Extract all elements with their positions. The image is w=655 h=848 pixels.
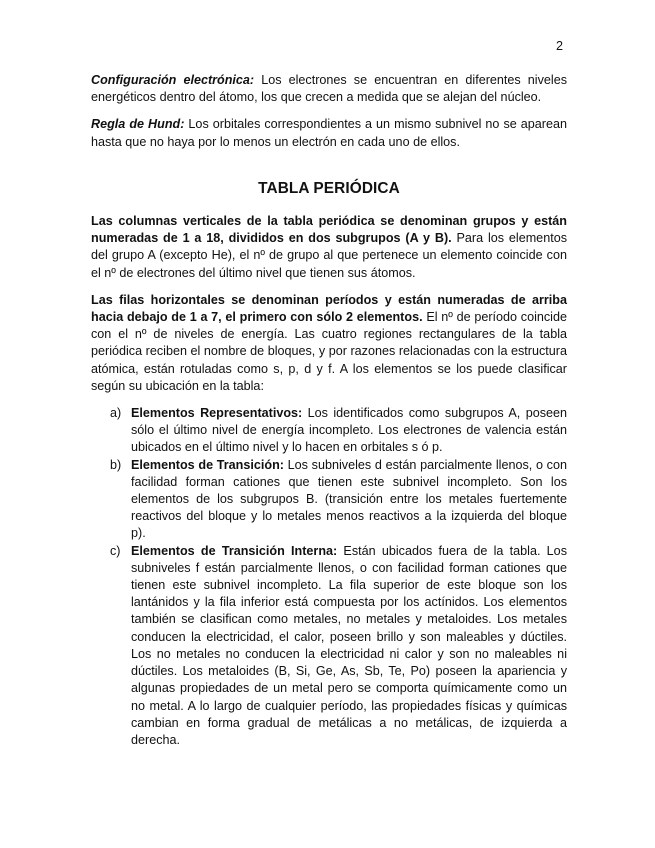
list-item-text: Están ubicados fuera de la tabla. Los subniveles f están parcialmente llenos, o con facilidad forman cationes que tienen este subnivel incompleto. La fila superior de este bloque son los lantánidos y la fila inferior está compuesta por los actínidos. Los elementos también se clasifican como metales, no metales y metaloides. Los metales conducen la electricidad, el calor, poseen brillo y son maleables y dúctiles. Los no metales no conducen la electricidad ni calor y son no maleables ni dúctiles. Los metaloides (B, Si, Ge, As, Sb, Te, Po) poseen la apariencia y algunas propiedades de un metal pero se comporta químicamente como un no metal. A lo largo de cualquier período, las propiedades físicas y químicas cambian en forma gradual de metálicas a no metálicas, de izquierda a derecha. <box>131 543 567 747</box>
definition-electron-configuration <box>91 72 567 106</box>
paragraph-bold-lead: Las filas horizontales se denominan períodos y están numeradas de arriba hacia debajo de 1 a 7, el primero con sólo 2 elementos. <box>91 292 567 325</box>
definition-term: Regla de Hund: <box>91 117 185 132</box>
element-classification-list <box>91 405 567 749</box>
section-title: TABLA PERIÓDICA <box>258 179 400 197</box>
paragraph-groups <box>91 213 567 282</box>
list-item-representative <box>110 405 568 457</box>
list-marker: a) <box>110 406 122 421</box>
list-item-term: Elementos de Transición Interna: <box>131 543 338 558</box>
paragraph-text: El nº de período coincide con el nº de niveles de energía. Las cuatro regiones rectangulares de la tabla periódica reciben el nombre de bloques, y por razones relacionadas con la estructura atómica, están rotuladas como s, p, d y f. A los elementos se los puede clasificar según su ubicación en la tabla: <box>91 310 567 393</box>
page-number: 2 <box>555 39 563 53</box>
list-item-term: Elementos Representativos: <box>131 406 303 421</box>
paragraph-text: Para los elementos del grupo A (excepto He), el nº de grupo al que pertenece un elemento coincide con el nº de electrones del último nivel que tienen sus átomos. <box>91 231 567 280</box>
list-item-transition <box>110 457 567 543</box>
list-marker: c) <box>110 543 121 558</box>
paragraph-bold-lead: Las columnas verticales de la tabla periódica se denominan grupos y están numeradas de 1 a 18, divididos en dos subgrupos (A y B). <box>91 214 567 246</box>
list-item-term: Elementos de Transición: <box>131 457 284 472</box>
list-marker: b) <box>110 457 122 472</box>
list-item-text: Los subniveles d están parcialmente llenos, o con facilidad forman cationes que tienen este subnivel incompleto. Son los elementos de los subgrupos B. (transición entre los metales fuertemente reactivos del bloque y lo metales menos reactivos a la izquierda del bloque p). <box>131 457 567 541</box>
list-item-inner-transition <box>110 543 567 749</box>
page-content <box>91 72 567 749</box>
definition-text: Los orbitales correspondientes a un mismo subnivel no se aparean hasta que no haya por lo menos un electrón en cada uno de ellos. <box>91 117 567 149</box>
definition-hund-rule <box>91 116 567 150</box>
definition-text: Los electrones se encuentran en diferentes niveles energéticos dentro del átomo, los que crecen a medida que se alejan del núcleo. <box>91 73 567 105</box>
paragraph-periods <box>91 292 567 395</box>
list-item-text: Los identificados como subgrupos A, poseen sólo el último nivel de energía incompleto. Los electrones de valencia están ubicados en el último nivel y lo hacen en orbitales s ó p. <box>131 406 568 455</box>
definition-term: Configuración electrónica: <box>91 73 255 87</box>
